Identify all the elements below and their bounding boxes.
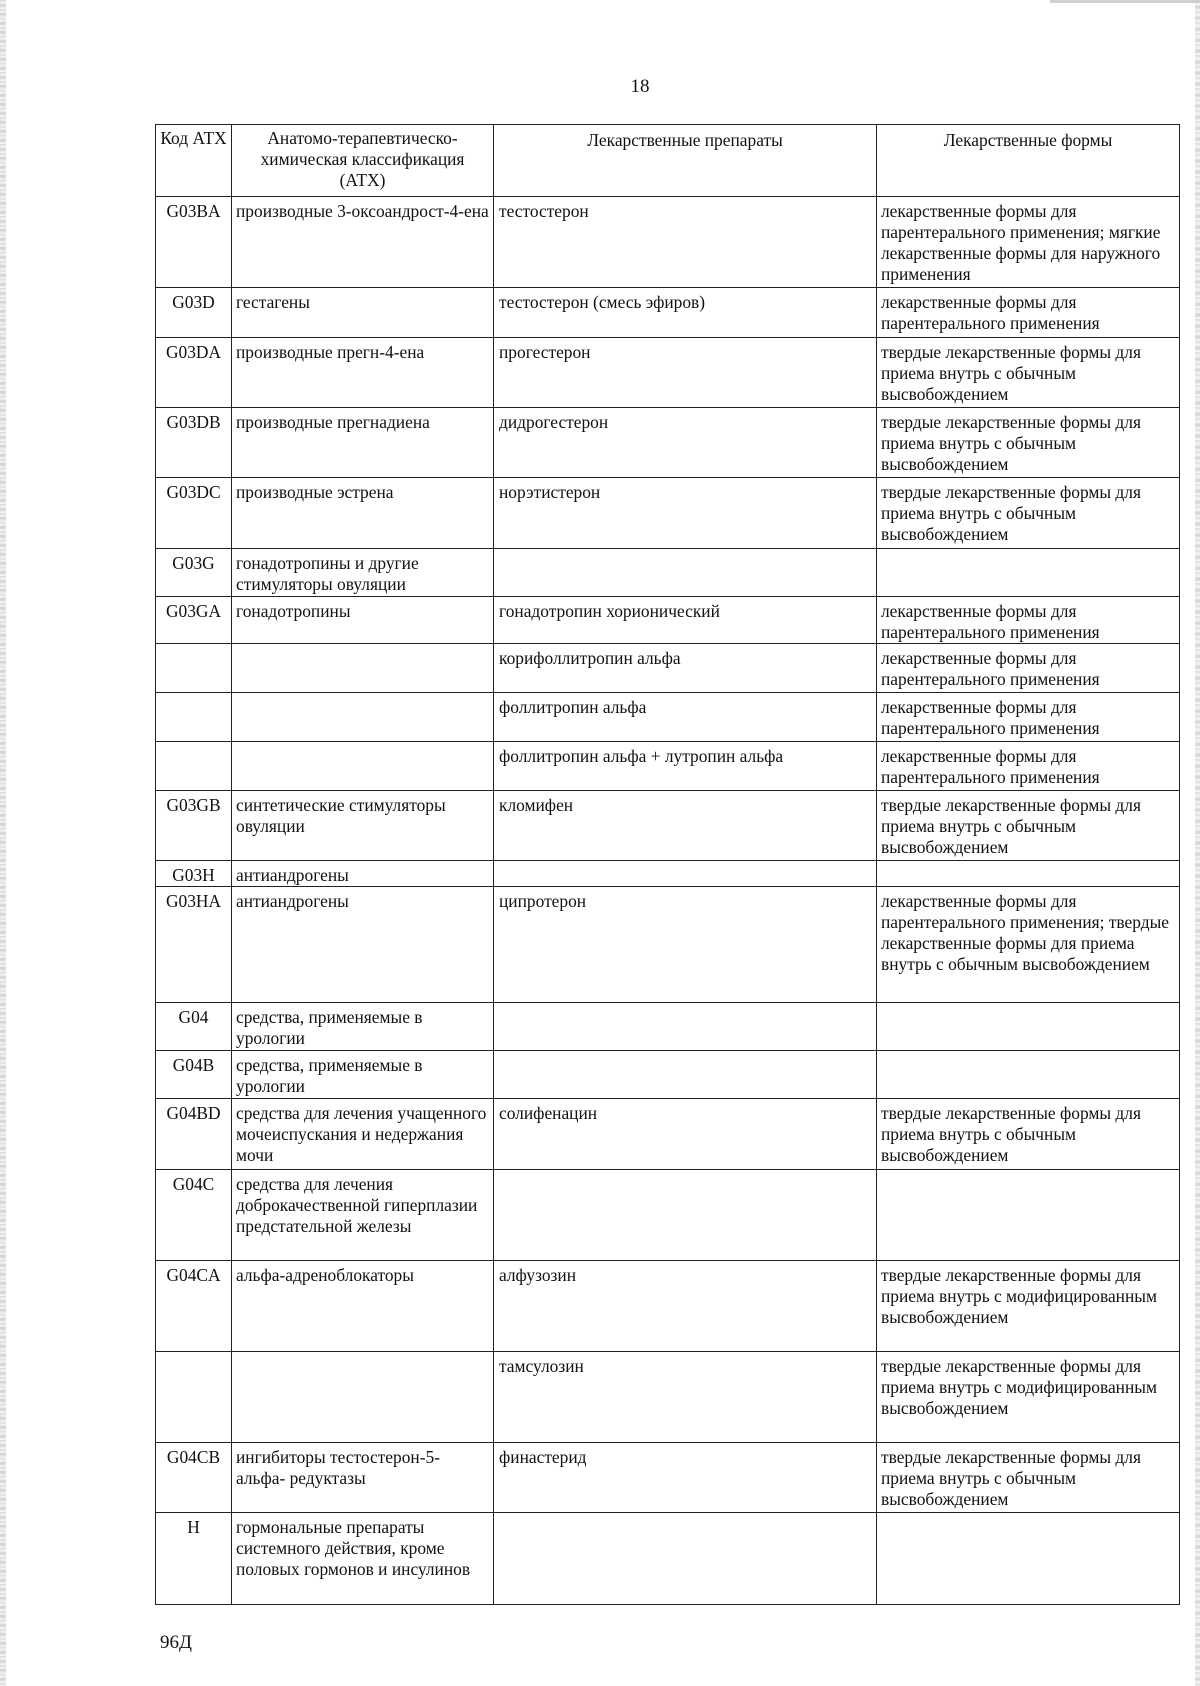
cell-code: G03GB bbox=[156, 791, 232, 861]
cell-form: лекарственные формы для парентерального применения; твердые лекарственные формы для приема внутрь с обычным высвобождением bbox=[877, 887, 1180, 1003]
cell-drug bbox=[494, 1513, 877, 1605]
cell-drug bbox=[494, 1051, 877, 1099]
table-row bbox=[156, 1261, 1180, 1352]
table-row bbox=[156, 478, 1180, 549]
table-row bbox=[156, 1051, 1180, 1099]
cell-form: твердые лекарственные формы для приема внутрь с обычным высвобождением bbox=[877, 1099, 1180, 1170]
cell-drug bbox=[494, 861, 877, 887]
cell-form: твердые лекарственные формы для приема внутрь с модифицированным высвобождением bbox=[877, 1352, 1180, 1443]
cell-code: G04BD bbox=[156, 1099, 232, 1170]
header-forms: Лекарственные формы bbox=[877, 125, 1180, 197]
cell-classification: антиандрогены bbox=[232, 861, 494, 887]
cell-drug: тестостерон bbox=[494, 197, 877, 288]
table-row bbox=[156, 861, 1180, 887]
cell-form bbox=[877, 1003, 1180, 1051]
cell-form bbox=[877, 1513, 1180, 1605]
cell-form: твердые лекарственные формы для приема внутрь с обычным высвобождением bbox=[877, 1443, 1180, 1513]
cell-code: G04 bbox=[156, 1003, 232, 1051]
atx-table bbox=[155, 124, 1180, 1605]
cell-code: H bbox=[156, 1513, 232, 1605]
cell-classification: ингибиторы тестостерон-5-альфа- редуктазы bbox=[232, 1443, 494, 1513]
cell-form: твердые лекарственные формы для приема внутрь с обычным высвобождением bbox=[877, 791, 1180, 861]
table-row bbox=[156, 887, 1180, 1003]
cell-drug: ципротерон bbox=[494, 887, 877, 1003]
cell-classification bbox=[232, 644, 494, 693]
table-row bbox=[156, 1003, 1180, 1051]
table-row bbox=[156, 408, 1180, 478]
cell-code: G03DA bbox=[156, 338, 232, 408]
scan-edge-right bbox=[1195, 0, 1200, 1686]
table-row bbox=[156, 1513, 1180, 1605]
cell-classification: гестагены bbox=[232, 288, 494, 338]
cell-classification bbox=[232, 693, 494, 742]
table-body bbox=[156, 197, 1180, 1605]
cell-code: G03G bbox=[156, 549, 232, 597]
cell-drug: фоллитропин альфа bbox=[494, 693, 877, 742]
cell-form: лекарственные формы для парентерального применения; мягкие лекарственные формы для наружного применения bbox=[877, 197, 1180, 288]
cell-code: G03DC bbox=[156, 478, 232, 549]
cell-classification: антиандрогены bbox=[232, 887, 494, 1003]
cell-classification: средства для лечения учащенного мочеиспускания и недержания мочи bbox=[232, 1099, 494, 1170]
cell-form: лекарственные формы для парентерального применения bbox=[877, 693, 1180, 742]
cell-code: G03DB bbox=[156, 408, 232, 478]
cell-drug: прогестерон bbox=[494, 338, 877, 408]
cell-drug bbox=[494, 549, 877, 597]
header-drugs: Лекарственные препараты bbox=[494, 125, 877, 197]
cell-code: G03HA bbox=[156, 887, 232, 1003]
cell-classification: производные прегн-4-ена bbox=[232, 338, 494, 408]
cell-code: G04CA bbox=[156, 1261, 232, 1352]
table-row bbox=[156, 1099, 1180, 1170]
table-row bbox=[156, 549, 1180, 597]
cell-drug: тамсулозин bbox=[494, 1352, 877, 1443]
table-row bbox=[156, 742, 1180, 791]
scan-edge-left bbox=[0, 0, 6, 1686]
cell-drug: кломифен bbox=[494, 791, 877, 861]
table-row bbox=[156, 791, 1180, 861]
cell-classification: синтетические стимуляторы овуляции bbox=[232, 791, 494, 861]
table-header-row bbox=[156, 125, 1180, 197]
cell-form bbox=[877, 861, 1180, 887]
table-row bbox=[156, 197, 1180, 288]
cell-form: лекарственные формы для парентерального применения bbox=[877, 288, 1180, 338]
cell-drug: дидрогестерон bbox=[494, 408, 877, 478]
cell-drug: гонадотропин хорионический bbox=[494, 597, 877, 644]
cell-code bbox=[156, 742, 232, 791]
cell-code: G03H bbox=[156, 861, 232, 887]
document-footer-code: 96Д bbox=[160, 1632, 192, 1653]
table-row bbox=[156, 338, 1180, 408]
cell-form bbox=[877, 1051, 1180, 1099]
table-row bbox=[156, 288, 1180, 338]
cell-classification: средства, применяемые в урологии bbox=[232, 1003, 494, 1051]
cell-form: твердые лекарственные формы для приема внутрь с модифицированным высвобождением bbox=[877, 1261, 1180, 1352]
cell-classification bbox=[232, 742, 494, 791]
cell-drug: алфузозин bbox=[494, 1261, 877, 1352]
scan-edge-top bbox=[1050, 0, 1200, 3]
table-row bbox=[156, 644, 1180, 693]
cell-code: G04B bbox=[156, 1051, 232, 1099]
cell-classification: производные 3-оксоандрост-4-ена bbox=[232, 197, 494, 288]
cell-classification: производные прегнадиена bbox=[232, 408, 494, 478]
cell-classification bbox=[232, 1352, 494, 1443]
cell-drug bbox=[494, 1003, 877, 1051]
cell-drug: тестостерон (смесь эфиров) bbox=[494, 288, 877, 338]
cell-form: твердые лекарственные формы для приема внутрь с обычным высвобождением bbox=[877, 408, 1180, 478]
cell-drug: норэтистерон bbox=[494, 478, 877, 549]
cell-code bbox=[156, 644, 232, 693]
table-row bbox=[156, 693, 1180, 742]
cell-drug: корифоллитропин альфа bbox=[494, 644, 877, 693]
cell-classification: гормональные препараты системного действия, кроме половых гормонов и инсулинов bbox=[232, 1513, 494, 1605]
cell-drug: финастерид bbox=[494, 1443, 877, 1513]
header-code: Код АТХ bbox=[156, 125, 232, 197]
cell-form: лекарственные формы для парентерального применения bbox=[877, 644, 1180, 693]
cell-code: G04C bbox=[156, 1170, 232, 1261]
cell-form: лекарственные формы для парентерального применения bbox=[877, 597, 1180, 644]
cell-code: G03GA bbox=[156, 597, 232, 644]
cell-classification: средства, применяемые в урологии bbox=[232, 1051, 494, 1099]
cell-code: G04CB bbox=[156, 1443, 232, 1513]
cell-drug: фоллитропин альфа + лутропин альфа bbox=[494, 742, 877, 791]
cell-drug bbox=[494, 1170, 877, 1261]
cell-code: G03BA bbox=[156, 197, 232, 288]
cell-code bbox=[156, 1352, 232, 1443]
table-row bbox=[156, 1443, 1180, 1513]
cell-code bbox=[156, 693, 232, 742]
cell-classification: гонадотропины bbox=[232, 597, 494, 644]
cell-classification: гонадотропины и другие стимуляторы овуляции bbox=[232, 549, 494, 597]
cell-form: лекарственные формы для парентерального применения bbox=[877, 742, 1180, 791]
cell-classification: средства для лечения доброкачественной гиперплазии предстательной железы bbox=[232, 1170, 494, 1261]
header-classification: Анатомо-терапевтическо-химическая классификация (АТХ) bbox=[232, 125, 494, 197]
cell-form bbox=[877, 1170, 1180, 1261]
cell-code: G03D bbox=[156, 288, 232, 338]
cell-form: твердые лекарственные формы для приема внутрь с обычным высвобождением bbox=[877, 338, 1180, 408]
table-row bbox=[156, 1352, 1180, 1443]
table-row bbox=[156, 597, 1180, 644]
table-row bbox=[156, 1170, 1180, 1261]
cell-form: твердые лекарственные формы для приема внутрь с обычным высвобождением bbox=[877, 478, 1180, 549]
cell-drug: солифенацин bbox=[494, 1099, 877, 1170]
cell-form bbox=[877, 549, 1180, 597]
page-number: 18 bbox=[630, 76, 650, 97]
cell-classification: производные эстрена bbox=[232, 478, 494, 549]
cell-classification: альфа-адреноблокаторы bbox=[232, 1261, 494, 1352]
